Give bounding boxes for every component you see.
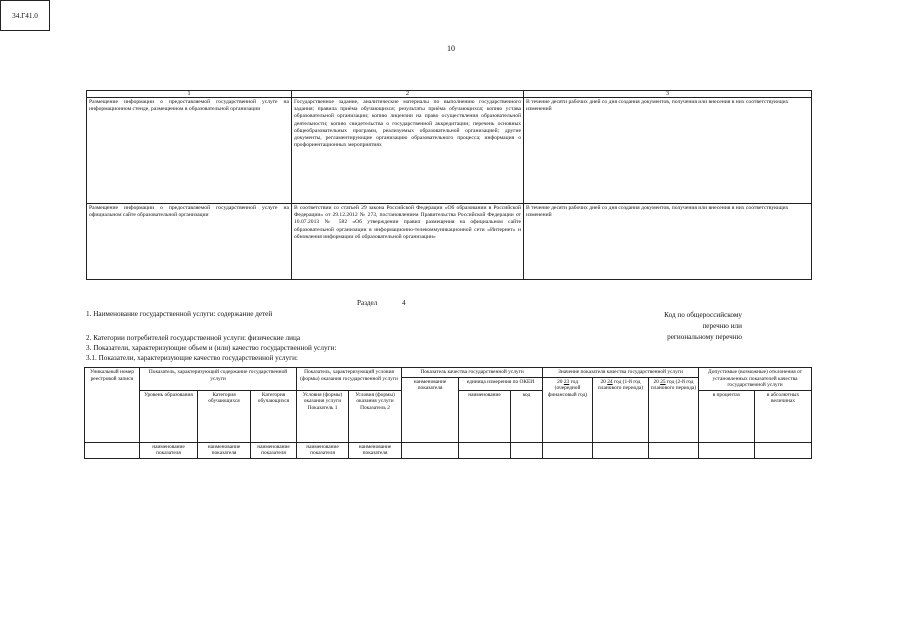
content-cell: Государственное задание, аналитические материалы по выполнению государственного задания; правила приёма обучающихся; результаты приёма обучающихся; копию устава образовательной организации; копию лицензии на право осуществления образовательной деятельности; копию свидетельства о государственной аккредитации; перечень основных общеобразовательных программ, реализуемых образовательной организацией; другие документы, регламентирующие организацию образовательного процесса; информация о профориентационных мероприятиях	[292, 98, 524, 204]
indicator-name-cell: наименование показателя	[297, 442, 349, 458]
code-label-line: перечню или	[702, 322, 742, 330]
page-number: 10	[447, 44, 455, 53]
unit-header: единица измерения по ОКЕИ	[459, 377, 543, 390]
year-1-header: 20 23 год (очередной финансовый год)	[543, 377, 593, 442]
unit-code-header: код	[511, 390, 543, 442]
condition-indicator-header: Показатель, характеризующий условия (формы) оказания государственной услуги	[297, 368, 402, 391]
table-row	[87, 204, 812, 280]
registry-code-box: 34.Г41.0	[0, 0, 50, 31]
frequency-cell: В течение десяти рабочих дней со дня создания документов, получения или внесения в них соответствующих изменений	[524, 98, 812, 204]
col-header-3: 3	[524, 91, 812, 98]
indicator-name-cell: наименование показателя	[349, 442, 402, 458]
quality-table	[84, 367, 812, 459]
indicator-name-cell: наименование показателя	[198, 442, 251, 458]
info-table-header	[87, 91, 812, 98]
col-header-2: 2	[292, 91, 524, 98]
education-level-header: Уровень образования	[140, 390, 198, 442]
col-header-1: 1	[87, 91, 292, 98]
indicator-name-cell: наименование показателя	[140, 442, 198, 458]
year-2-header: 20 24 год (1-й год планового периода)	[593, 377, 649, 442]
student-category-header: Категория обучающихся	[251, 390, 297, 442]
registry-code-label	[664, 310, 742, 343]
quality-value-header: Значение показателя качества государственной услуги	[543, 368, 699, 378]
table-row	[85, 442, 812, 458]
code-label-line: Код по общероссийскому	[664, 311, 742, 319]
unit-name-header: наименование	[459, 390, 511, 442]
condition-1-header: Условия (формы) оказания услуги Показатель 1	[297, 390, 349, 442]
unique-number-header: Уникальный номер реестровой записи	[85, 368, 140, 443]
method-cell: Размещение информации о предоставляемой государственной услуге на официальном сайте образовательной организации	[87, 204, 292, 280]
quality-indicators-line: 3.1. Показатели, характеризующие качество государственной услуги:	[86, 354, 298, 362]
deviation-header: Допустимые (возможные) отклонения от установленных показателей качества государственной услуги	[699, 368, 812, 391]
absolute-header: в абсолютных величинах	[755, 390, 812, 442]
content-cell: В соответствии со статьей 29 закона Российской Федерации «Об образовании в Российской Федерации» от 29.12.2012 № 273, постановлением Правительства Российской Федерации от 10.07.2013 № 582 «Об утверждении правил размещения на официальном сайте образовательной организации в информационно-телекоммуникационной сети «Интернет» и обновления информации об образовательной организации»	[292, 204, 524, 280]
year-3-header: 20 25 год (2-й год планового периода)	[649, 377, 699, 442]
quality-indicator-header: Показатель качества государственной услуги	[402, 368, 543, 378]
consumer-category: 2. Категории потребителей государственной услуги: физические лица	[86, 334, 301, 342]
code-label-line: региональному перечню	[667, 333, 742, 341]
method-cell: Размещение информации о предоставляемой государственной услуге на информационном стенде, размещенном в образовательной организации	[87, 98, 292, 204]
percent-header: в процентах	[699, 390, 755, 442]
service-name: 1. Наименование государственной услуги: содержание детей	[86, 310, 273, 318]
info-table	[86, 90, 812, 280]
section-number: 4	[402, 299, 406, 307]
frequency-cell: В течение десяти рабочих дней со дня создания документов, получения или внесения в них соответствующих изменений	[524, 204, 812, 280]
table-row	[87, 98, 812, 204]
section-title: Раздел	[357, 299, 378, 307]
content-indicator-header: Показатель, характеризующий содержание государственной услуги	[140, 368, 297, 391]
table-row	[85, 368, 812, 378]
indicator-name-cell: наименование показателя	[251, 442, 297, 458]
indicator-name-header: наименование показателя	[402, 377, 459, 442]
student-category-header: Категория обучающихся	[198, 390, 251, 442]
indicators-line: 3. Показатели, характеризующие объем и (или) качество государственной услуги:	[86, 344, 337, 352]
condition-2-header: Условия (формы) оказания услуги Показатель 2	[349, 390, 402, 442]
